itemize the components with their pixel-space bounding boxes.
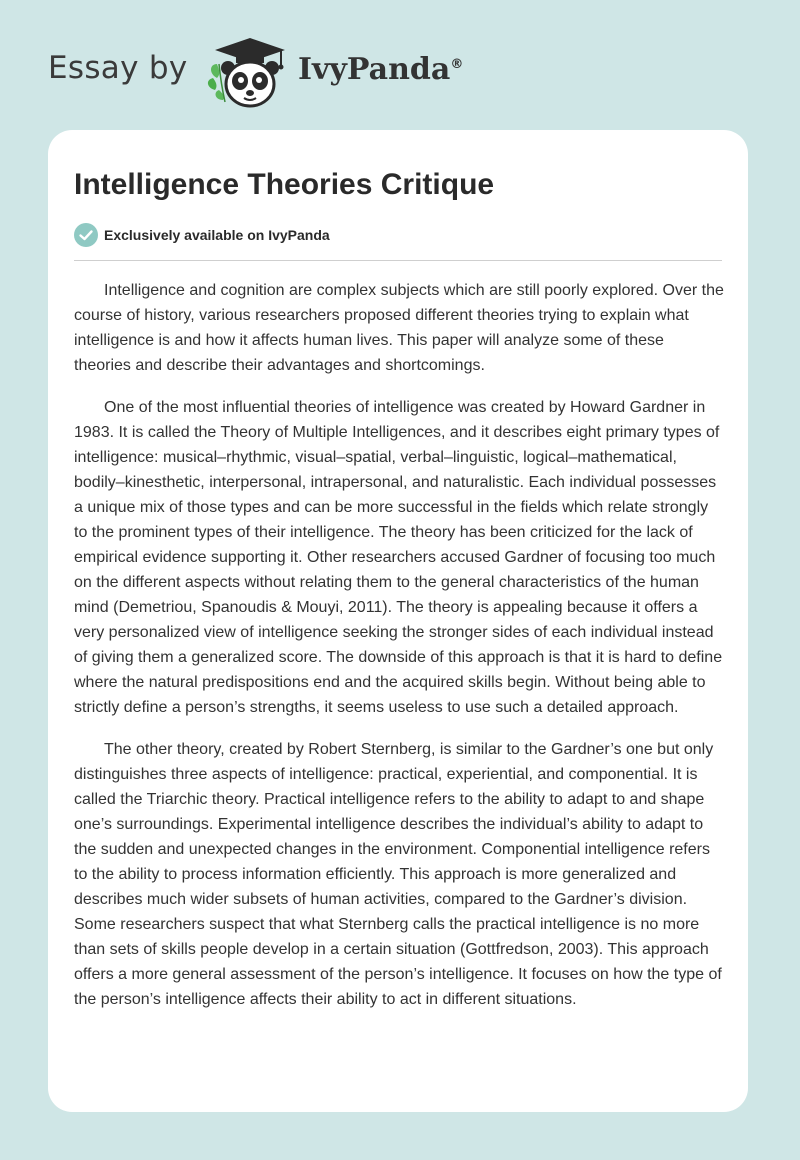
check-badge-icon xyxy=(74,223,98,247)
essay-by-label: Essay by xyxy=(48,50,188,86)
panda-graduate-icon xyxy=(203,34,298,110)
exclusive-label: Exclusively available on IvyPanda xyxy=(104,227,330,243)
divider xyxy=(74,260,722,261)
exclusive-badge xyxy=(74,222,330,248)
essay-body xyxy=(74,278,724,1029)
page-title: Intelligence Theories Critique xyxy=(74,168,495,201)
paragraph: One of the most influential theories of intelligence was created by Howard Gardner in 1983. It is called the Theory of Multiple Intelligences, and it describes eight primary types of intelligence: musical–rhythmic, visual–spatial, verbal–linguistic, logical–mathematical, bodily–kinesthetic, interpersonal, intrapersonal, and naturalistic. Each individual possesses a unique mix of those types and can be more successful in the fields which relate strongly to the prominent types of their intelligence. The theory has been criticized for the lack of empirical evidence supporting it. Other researchers accused Gardner of focusing too much on the different aspects without relating them to the general characteristics of the human mind (Demetriou, Spanoudis & Mouyi, 2011). The theory is appealing because it offers a very personalized view of intelligence seeking the stronger sides of each individual instead of giving them a generalized score. The downside of this approach is that it is hard to define where the natural predispositions end and the acquired skills begin. Without being able to strictly define a person’s strengths, it seems useless to use such a detailed approach. xyxy=(74,399,723,716)
paragraph: The other theory, created by Robert Sternberg, is similar to the Gardner’s one but only distinguishes three aspects of intelligence: practical, experiential, and componential. It is called the Triarchic theory. Practical intelligence refers to the ability to adapt to and shape one’s surroundings. Experimental intelligence describes the individual’s ability to adapt to the sudden and unexpected changes in the environment. Componential intelligence refers to the ability to process information efficiently. This approach is more generalized and describes much wider subsets of human activities, compared to the Gardner’s division. Some researchers suspect that what Sternberg calls the practical intelligence is no more than sets of skills people develop in a certain situation (Gottfredson, 2003). This approach offers a more general assessment of the person’s intelligence. It focuses on how the type of the person’s intelligence affects their ability to act in different situations. xyxy=(74,741,722,1008)
essay-card xyxy=(48,130,748,1112)
registered-mark: ® xyxy=(450,57,464,72)
brand-name: IvyPanda® xyxy=(298,52,464,87)
site-brand[interactable] xyxy=(48,34,488,110)
paragraph: Intelligence and cognition are complex subjects which are still poorly explored. Over the course of history, various researchers proposed different theories trying to explain what intelligence is and how it affects human lives. This paper will analyze some of these theories and describe their advantages and shortcomings. xyxy=(74,282,724,374)
